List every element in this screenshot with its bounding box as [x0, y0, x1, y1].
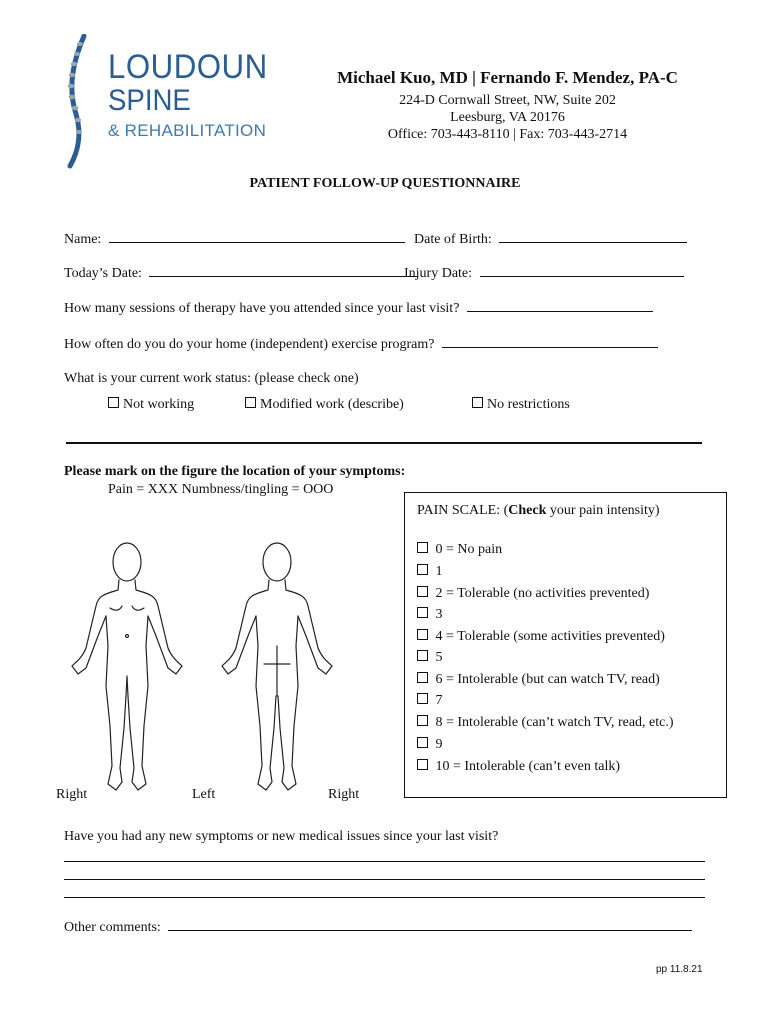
address-line-2: Leesburg, VA 20176: [450, 110, 565, 125]
exercise-field[interactable]: [442, 335, 658, 348]
checkbox[interactable]: [417, 737, 428, 748]
injury-date-field[interactable]: [480, 264, 684, 277]
body-diagram-icon[interactable]: [64, 536, 364, 806]
new-symptoms-line-2[interactable]: [64, 879, 705, 880]
checkbox[interactable]: [417, 564, 428, 575]
logo-text-loudoun: LOUDOUN: [108, 48, 268, 86]
figure-legend: Pain = XXX Numbness/tingling = OOO: [108, 482, 334, 497]
checkbox[interactable]: [417, 650, 428, 661]
pain-scale-option[interactable]: 9: [417, 737, 443, 753]
new-symptoms-line-3[interactable]: [64, 897, 705, 898]
checkbox[interactable]: [417, 759, 428, 770]
checkbox[interactable]: [417, 693, 428, 704]
pain-scale-option[interactable]: 2 = Tolerable (no activities prevented): [417, 586, 649, 602]
figure-label-right-back: Right: [328, 787, 360, 802]
pain-scale-option[interactable]: 1: [417, 564, 443, 580]
today-label: Today’s Date:: [64, 266, 142, 281]
today-row: [64, 264, 417, 282]
pain-scale-option[interactable]: 6 = Intolerable (but can watch TV, read): [417, 672, 660, 688]
exercise-row: [64, 335, 658, 353]
dob-label: Date of Birth:: [414, 232, 492, 247]
contact-line: Office: 703-443-8110 | Fax: 703-443-2714: [387, 127, 628, 142]
dob-field[interactable]: [499, 230, 687, 243]
comments-field[interactable]: [168, 918, 692, 931]
exercise-label: How often do you do your home (independent) exercise program?: [64, 337, 435, 352]
spine-logo-icon: [62, 34, 102, 169]
today-date-field[interactable]: [149, 264, 417, 277]
pain-scale-title: PAIN SCALE: (Check your pain intensity): [417, 503, 660, 518]
work-status-label: What is your current work status: (please check one): [64, 371, 359, 386]
pain-scale-option[interactable]: 10 = Intolerable (can’t even talk): [417, 759, 620, 775]
work-option-modified[interactable]: Modified work (describe): [245, 397, 404, 413]
logo-text-spine: SPINE: [108, 84, 191, 117]
figure-instruction: Please mark on the figure the location of your symptoms:: [64, 464, 406, 479]
pain-scale-option[interactable]: 0 = No pain: [417, 542, 502, 558]
injury-label: Injury Date:: [404, 266, 473, 281]
name-row: [64, 230, 405, 248]
figure-label-right-front: Right: [56, 787, 88, 802]
comments-row: [64, 918, 692, 936]
doctors-names: Michael Kuo, MD | Fernando F. Mendez, PA-C: [337, 68, 678, 87]
logo-text-rehabilitation: & REHABILITATION: [108, 121, 267, 140]
checkbox[interactable]: [417, 607, 428, 618]
checkbox[interactable]: [472, 397, 483, 408]
sessions-field[interactable]: [467, 299, 653, 312]
name-field[interactable]: [109, 230, 405, 243]
address-line-1: 224-D Cornwall Street, NW, Suite 202: [399, 93, 616, 108]
checkbox[interactable]: [417, 672, 428, 683]
pain-scale-box: [404, 492, 727, 798]
form-title: PATIENT FOLLOW-UP QUESTIONNAIRE: [249, 176, 521, 191]
new-symptoms-line-1[interactable]: [64, 861, 705, 862]
checkbox[interactable]: [417, 629, 428, 640]
section-divider: [66, 442, 702, 444]
checkbox[interactable]: [417, 715, 428, 726]
pain-scale-option[interactable]: 7: [417, 693, 443, 709]
checkbox[interactable]: [108, 397, 119, 408]
dob-row: [414, 230, 687, 248]
sessions-label: How many sessions of therapy have you attended since your last visit?: [64, 301, 460, 316]
footer-version: pp 11.8.21: [656, 964, 703, 975]
work-option-not-working[interactable]: Not working: [108, 397, 194, 413]
comments-label: Other comments:: [64, 920, 161, 935]
checkbox[interactable]: [417, 542, 428, 553]
figure-label-left: Left: [192, 787, 216, 802]
injury-row: [404, 264, 684, 282]
pain-scale-option[interactable]: 5: [417, 650, 443, 666]
new-symptoms-label: Have you had any new symptoms or new medical issues since your last visit?: [64, 829, 499, 844]
pain-scale-option[interactable]: 3: [417, 607, 443, 623]
sessions-row: [64, 299, 653, 317]
pain-scale-option[interactable]: 8 = Intolerable (can’t watch TV, read, etc.): [417, 715, 674, 731]
checkbox[interactable]: [245, 397, 256, 408]
checkbox[interactable]: [417, 586, 428, 597]
name-label: Name:: [64, 232, 102, 247]
work-option-no-restrictions[interactable]: No restrictions: [472, 397, 570, 413]
pain-scale-option[interactable]: 4 = Tolerable (some activities prevented): [417, 629, 665, 645]
